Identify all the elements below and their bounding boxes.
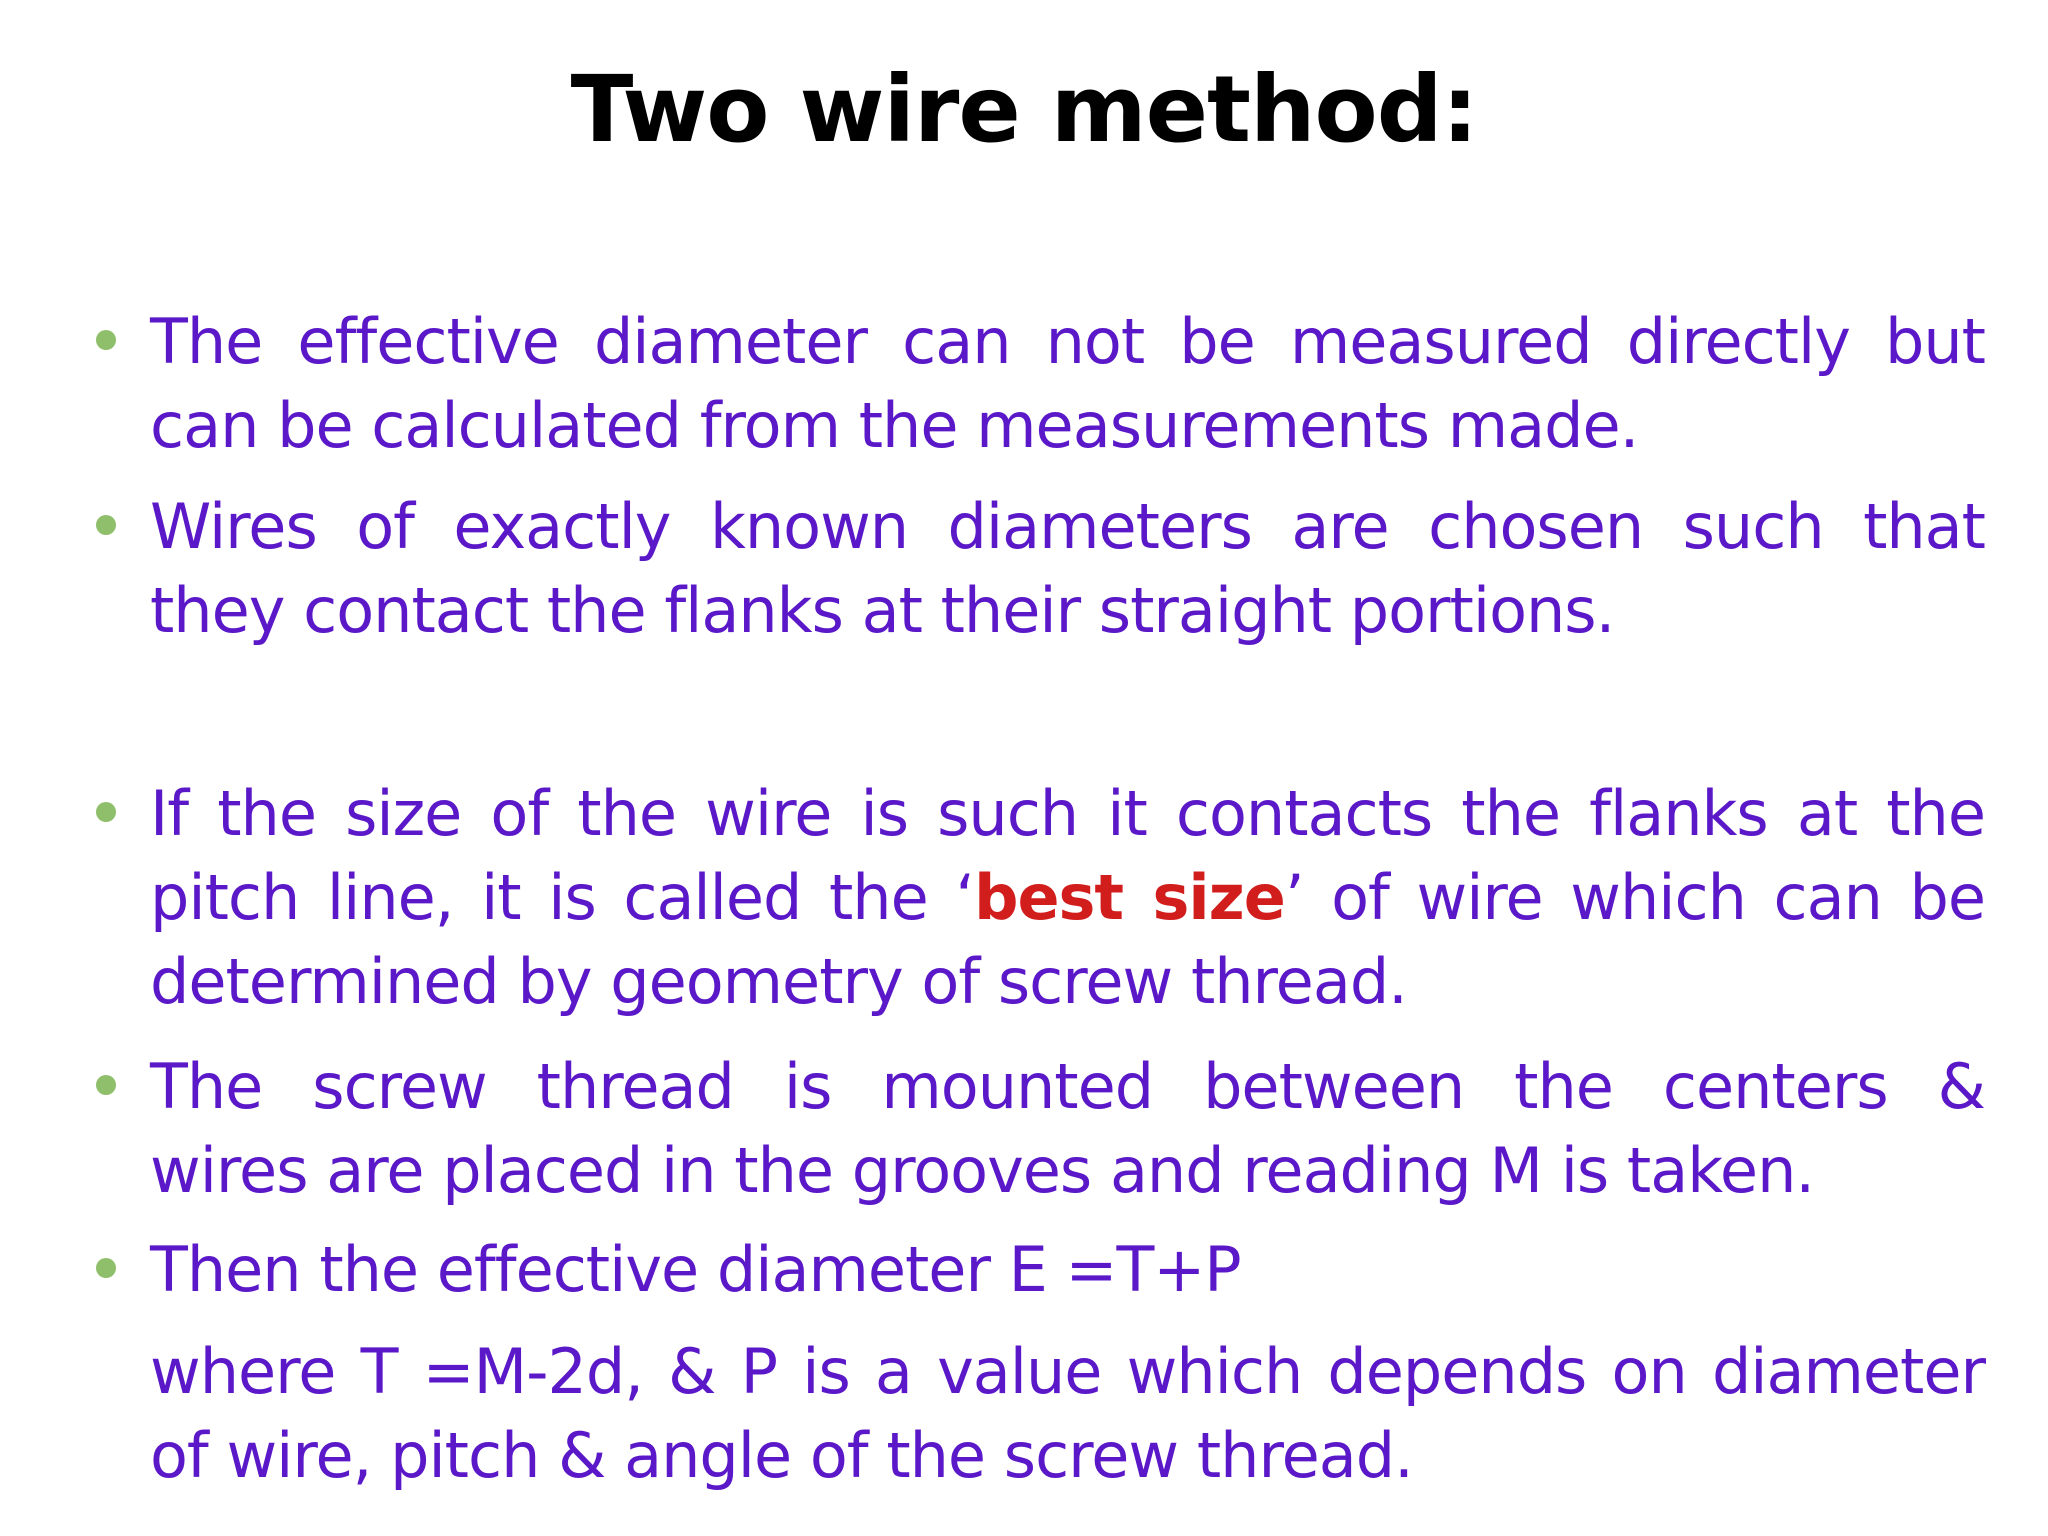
bullet-item-wire-diameters [150, 485, 1985, 653]
bullet-text: ’ of wire which can be [1284, 861, 1985, 934]
formula-explanation [150, 1330, 1985, 1498]
bullet-dot-icon [96, 1075, 116, 1095]
explanation-line: of wire, pitch & angle of the screw thread. [150, 1419, 1413, 1492]
bullet-line: The effective diameter can not be measured directly but [150, 305, 1985, 378]
bullet-line: can be calculated from the measurements made. [150, 389, 1639, 462]
bullet-line-with-highlight [150, 856, 1985, 940]
bullet-dot-icon [96, 515, 116, 535]
bullet-line: If the size of the wire is such it contacts the flanks at the [150, 777, 1985, 850]
bullet-dot-icon [96, 1258, 116, 1278]
bullet-dot-icon [96, 802, 116, 822]
slide-title: Two wire method: [570, 56, 1478, 163]
bullet-item-screw-thread [150, 1045, 1985, 1213]
bullet-item-effective-diameter [150, 300, 1985, 468]
bullet-line: Then the effective diameter E =T+P [150, 1233, 1241, 1306]
bullet-dot-icon [96, 330, 116, 350]
bullet-line: they contact the flanks at their straight portions. [150, 574, 1615, 647]
bullet-line: Wires of exactly known diameters are chosen such that [150, 490, 1985, 563]
bullet-line: wires are placed in the grooves and reading M is taken. [150, 1134, 1815, 1207]
bullet-line: determined by geometry of screw thread. [150, 945, 1407, 1018]
bullet-item-effective-diameter-formula [150, 1228, 1985, 1312]
bullet-item-best-size [150, 772, 1985, 1024]
best-size-highlight: best size [974, 861, 1285, 934]
bullet-line: The screw thread is mounted between the centers & [150, 1050, 1985, 1123]
bullet-text: pitch line, it is called the ‘ [150, 861, 975, 934]
explanation-line: where T =M-2d, & P is a value which depends on diameter [150, 1335, 1985, 1408]
